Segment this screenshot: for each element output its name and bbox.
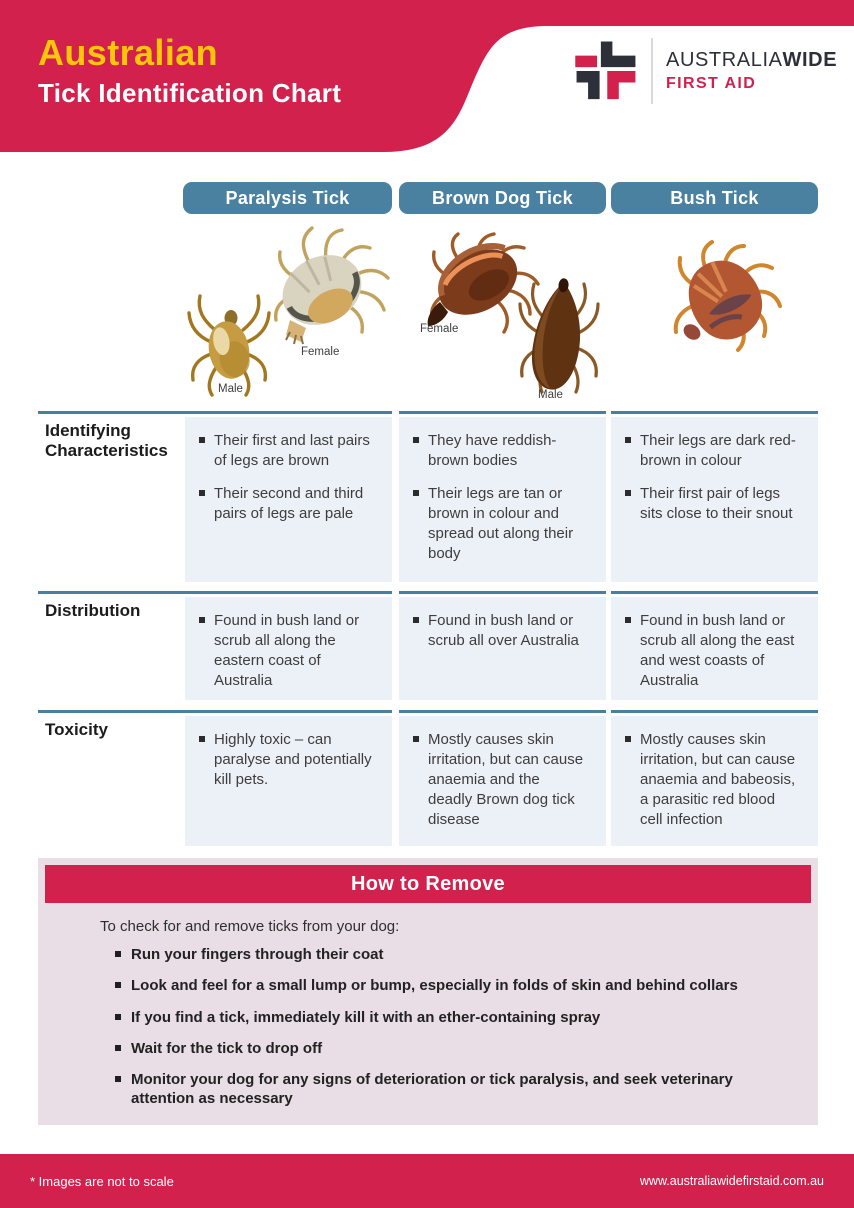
bullet-item: Their legs are tan or brown in colour and spread out along their body [413,484,586,564]
row-label-identifying-characteristics: Identifying Characteristics [45,421,168,461]
poster-titles [38,33,341,109]
how-to-remove-panel [38,858,818,1125]
paralysis-tick-female-illustration [240,224,400,356]
remove-step: Wait for the tick to drop off [115,1040,765,1059]
bullet-item: Their first pair of legs sits close to their snout [625,484,798,524]
website-url: www.australiawidefirstaid.com.au [639,1174,824,1188]
brown-dog-tick-male-illustration [512,268,604,402]
bullet-item: Found in bush land or scrub all over Australia [413,611,586,651]
cell-brown-dog-identifying [399,417,606,582]
bullet-item: Found in bush land or scrub all along the east and west coasts of Australia [625,611,798,691]
remove-step: Monitor your dog for any signs of deterioration or tick paralysis, and seek veterinary attention as necessary [115,1071,765,1109]
cell-brown-dog-toxicity [399,716,606,846]
row-toxicity [38,710,818,846]
bullet-item: Mostly causes skin irritation, but can cause anaemia and the deadly Brown dog tick disease [413,730,586,830]
remove-step: Look and feel for a small lump or bump, especially in folds of skin and behind collars [115,977,765,996]
row-divider [399,710,606,713]
logo-name-bold: WIDE [782,49,838,71]
row-label-toxicity: Toxicity [45,720,108,739]
bullet-item: Highly toxic – can paralyse and potentially kill pets. [199,730,372,790]
bush-tick-illustration [660,238,786,364]
cell-bush-distribution [611,597,818,700]
cell-paralysis-toxicity [185,716,392,846]
remove-step: If you find a tick, immediately kill it with an ether-containing spray [115,1009,765,1028]
logo-name [666,49,837,72]
bullet-item: Their first and last pairs of legs are brown [199,431,372,471]
row-distribution [38,591,818,710]
how-to-remove-steps [115,946,765,1121]
page-subtitle: Tick Identification Chart [38,77,342,108]
bullet-item: Their second and third pairs of legs are pale [199,484,372,524]
row-divider [611,411,818,414]
brown-dog-female-label: Female [420,323,459,335]
footer [0,1154,854,1208]
first-aid-cross-icon [574,37,638,105]
cell-paralysis-identifying [185,417,392,582]
brown-dog-male-label: Male [538,389,563,401]
bullet-item: They have reddish-brown bodies [413,431,586,471]
cell-bush-identifying [611,417,818,582]
scale-disclaimer: * Images are not to scale [30,1173,174,1189]
logo-divider [651,38,653,104]
column-header-paralysis-tick: Paralysis Tick [183,182,392,214]
how-to-remove-header-bar [45,865,811,903]
bullet-item: Their legs are dark red-brown in colour [625,431,798,471]
column-header-brown-dog-tick: Brown Dog Tick [399,182,606,214]
row-divider [38,710,392,713]
paralysis-male-label: Male [218,383,243,395]
cell-paralysis-distribution [185,597,392,700]
row-divider [399,411,606,414]
remove-step: Run your fingers through their coat [115,946,765,965]
logo-name-regular: AUSTRALIA [666,49,783,71]
paralysis-female-label: Female [301,346,340,358]
how-to-remove-intro: To check for and remove ticks from your dog: [100,918,400,935]
row-divider [38,591,392,594]
row-divider [38,411,392,414]
row-divider [611,710,818,713]
how-to-remove-title: How to Remove [351,873,505,895]
row-divider [399,591,606,594]
row-identifying-characteristics [38,411,818,591]
logo-text [666,49,837,93]
australia-wide-first-aid-logo [574,37,837,105]
header [0,0,854,152]
page-title: Australian [38,32,219,73]
row-divider [611,591,818,594]
bullet-item: Mostly causes skin irritation, but can cause anaemia and babeosis, a parasitic red blood cell infection [625,730,798,830]
bullet-item: Found in bush land or scrub all along the eastern coast of Australia [199,611,372,691]
column-header-bush-tick: Bush Tick [611,182,818,214]
row-label-distribution: Distribution [45,601,141,620]
cell-brown-dog-distribution [399,597,606,700]
cell-bush-toxicity [611,716,818,846]
logo-tagline: FIRST AID [666,75,757,92]
